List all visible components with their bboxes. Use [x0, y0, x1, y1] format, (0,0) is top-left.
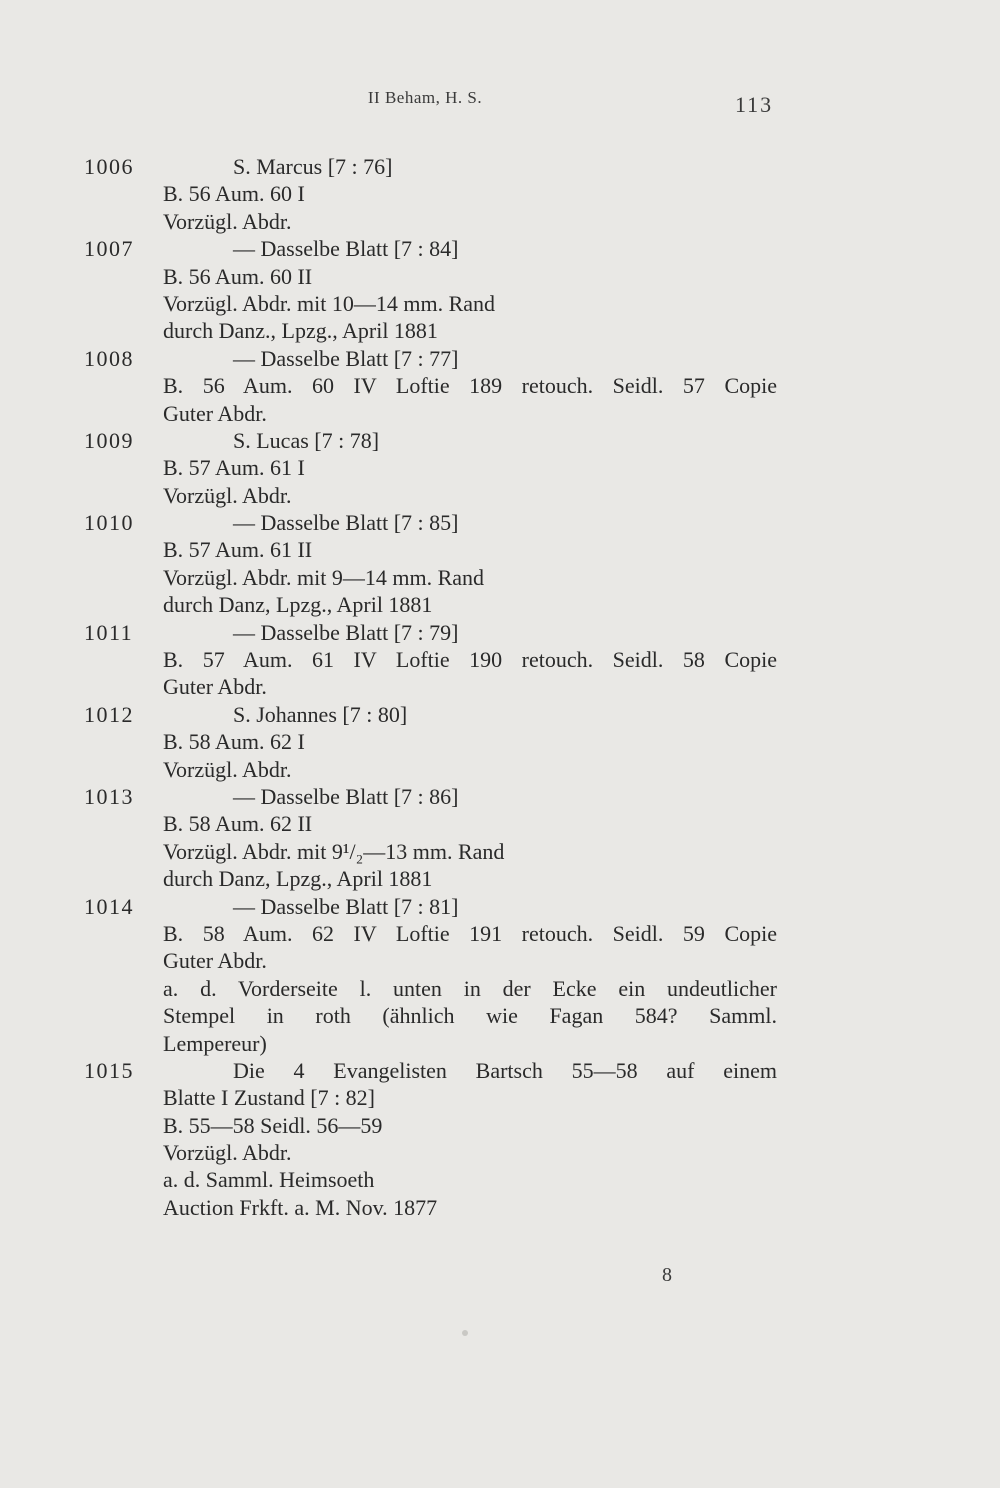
entry-reference: B. 57 Aum. 61 IV Loftie 190 retouch. Seidl. 58 Copie — [163, 647, 777, 673]
running-head: II Beham, H. S. — [367, 88, 483, 107]
entry-reference: B. 58 Aum. 62 IV Loftie 191 retouch. Seidl. 59 Copie — [163, 920, 777, 946]
entry-reference: B. 56 Aum. 60 IV Loftie 189 retouch. Seidl. 57 Copie — [163, 373, 777, 399]
entry-title: S. Lucas [7 : 78] — [233, 427, 380, 453]
entry-reference: B. 58 Aum. 62 II — [163, 811, 313, 837]
entry-note: Guter Abdr. — [163, 674, 267, 700]
entry-title: Die 4 Evangelisten Bartsch 55—58 auf einem — [233, 1057, 777, 1083]
entry-number: 1013 — [84, 783, 134, 809]
catalogue-entry — [0, 235, 1000, 345]
catalogue-entry — [0, 1057, 1000, 1221]
entry-note: Vorzügl. Abdr. — [163, 756, 292, 782]
entry-note: Lempereur) — [163, 1030, 267, 1056]
entry-note: durch Danz, Lpzg., April 1881 — [163, 866, 433, 892]
entry-reference: B. 57 Aum. 61 II — [163, 537, 313, 563]
entry-title: — Dasselbe Blatt [7 : 84] — [233, 236, 459, 262]
entry-number: 1006 — [84, 154, 134, 179]
paper-speck — [462, 1330, 468, 1336]
entry-note: Vorzügl. Abdr. — [163, 482, 292, 508]
catalogue-entry — [0, 893, 1000, 1057]
entry-number: 1011 — [84, 619, 134, 645]
entry-note: Vorzügl. Abdr. mit 9¹/₂—13 mm. Rand — [163, 838, 505, 864]
entry-reference: B. 57 Aum. 61 I — [163, 455, 305, 481]
entry-title: — Dasselbe Blatt [7 : 86] — [233, 783, 459, 809]
entry-note: a. d. Vorderseite l. unten in der Ecke ein undeutlicher — [163, 975, 777, 1001]
entry-note: Guter Abdr. — [163, 948, 267, 974]
catalogue-entry — [0, 427, 1000, 509]
entry-number: 1015 — [84, 1057, 134, 1083]
entry-title: S. Johannes [7 : 80] — [233, 701, 408, 727]
entry-note: durch Danz, Lpzg., April 1881 — [163, 592, 433, 618]
entry-note: Vorzügl. Abdr. mit 9—14 mm. Rand — [163, 564, 485, 590]
entry-note: Guter Abdr. — [163, 400, 267, 426]
entry-number: 1014 — [84, 893, 134, 919]
entry-number: 1009 — [84, 427, 134, 453]
entry-reference: B. 56 Aum. 60 I — [163, 181, 305, 207]
entry-title-continued: Blatte I Zustand [7 : 82] — [163, 1085, 376, 1111]
entry-number: 1012 — [84, 701, 134, 727]
entry-number: 1007 — [84, 236, 134, 262]
entry-note: Auction Frkft. a. M. Nov. 1877 — [163, 1194, 438, 1220]
entry-note: Stempel in roth (ähnlich wie Fagan 584? Samml. — [163, 1003, 777, 1029]
entry-number: 1008 — [84, 345, 134, 371]
catalogue-entry — [0, 509, 1000, 619]
entry-title: — Dasselbe Blatt [7 : 81] — [233, 893, 459, 919]
entry-note: a. d. Samml. Heimsoeth — [163, 1167, 375, 1193]
entry-title: — Dasselbe Blatt [7 : 77] — [233, 345, 459, 371]
entry-number: 1010 — [84, 510, 134, 536]
catalogue-entry — [0, 619, 1000, 701]
entry-reference: B. 55—58 Seidl. 56—59 — [163, 1112, 383, 1138]
entry-title: — Dasselbe Blatt [7 : 79] — [233, 619, 459, 645]
entry-title: S. Marcus [7 : 76] — [233, 154, 393, 179]
catalogue-entry — [0, 783, 1000, 893]
page-number: 113 — [735, 92, 774, 117]
entry-reference: B. 58 Aum. 62 I — [163, 729, 305, 755]
entry-note: Vorzügl. Abdr. mit 10—14 mm. Rand — [163, 290, 496, 316]
catalogue-entry — [0, 701, 1000, 783]
catalogue-entry — [0, 153, 1000, 235]
sheet-signature: 8 — [662, 1264, 672, 1286]
catalogue-entry — [0, 345, 1000, 427]
entry-note: Vorzügl. Abdr. — [163, 208, 292, 234]
entry-note: Vorzügl. Abdr. — [163, 1140, 292, 1166]
catalogue-list — [0, 153, 1000, 1221]
entry-reference: B. 56 Aum. 60 II — [163, 263, 313, 289]
entry-title: — Dasselbe Blatt [7 : 85] — [233, 510, 459, 536]
entry-note: durch Danz., Lpzg., April 1881 — [163, 318, 438, 344]
